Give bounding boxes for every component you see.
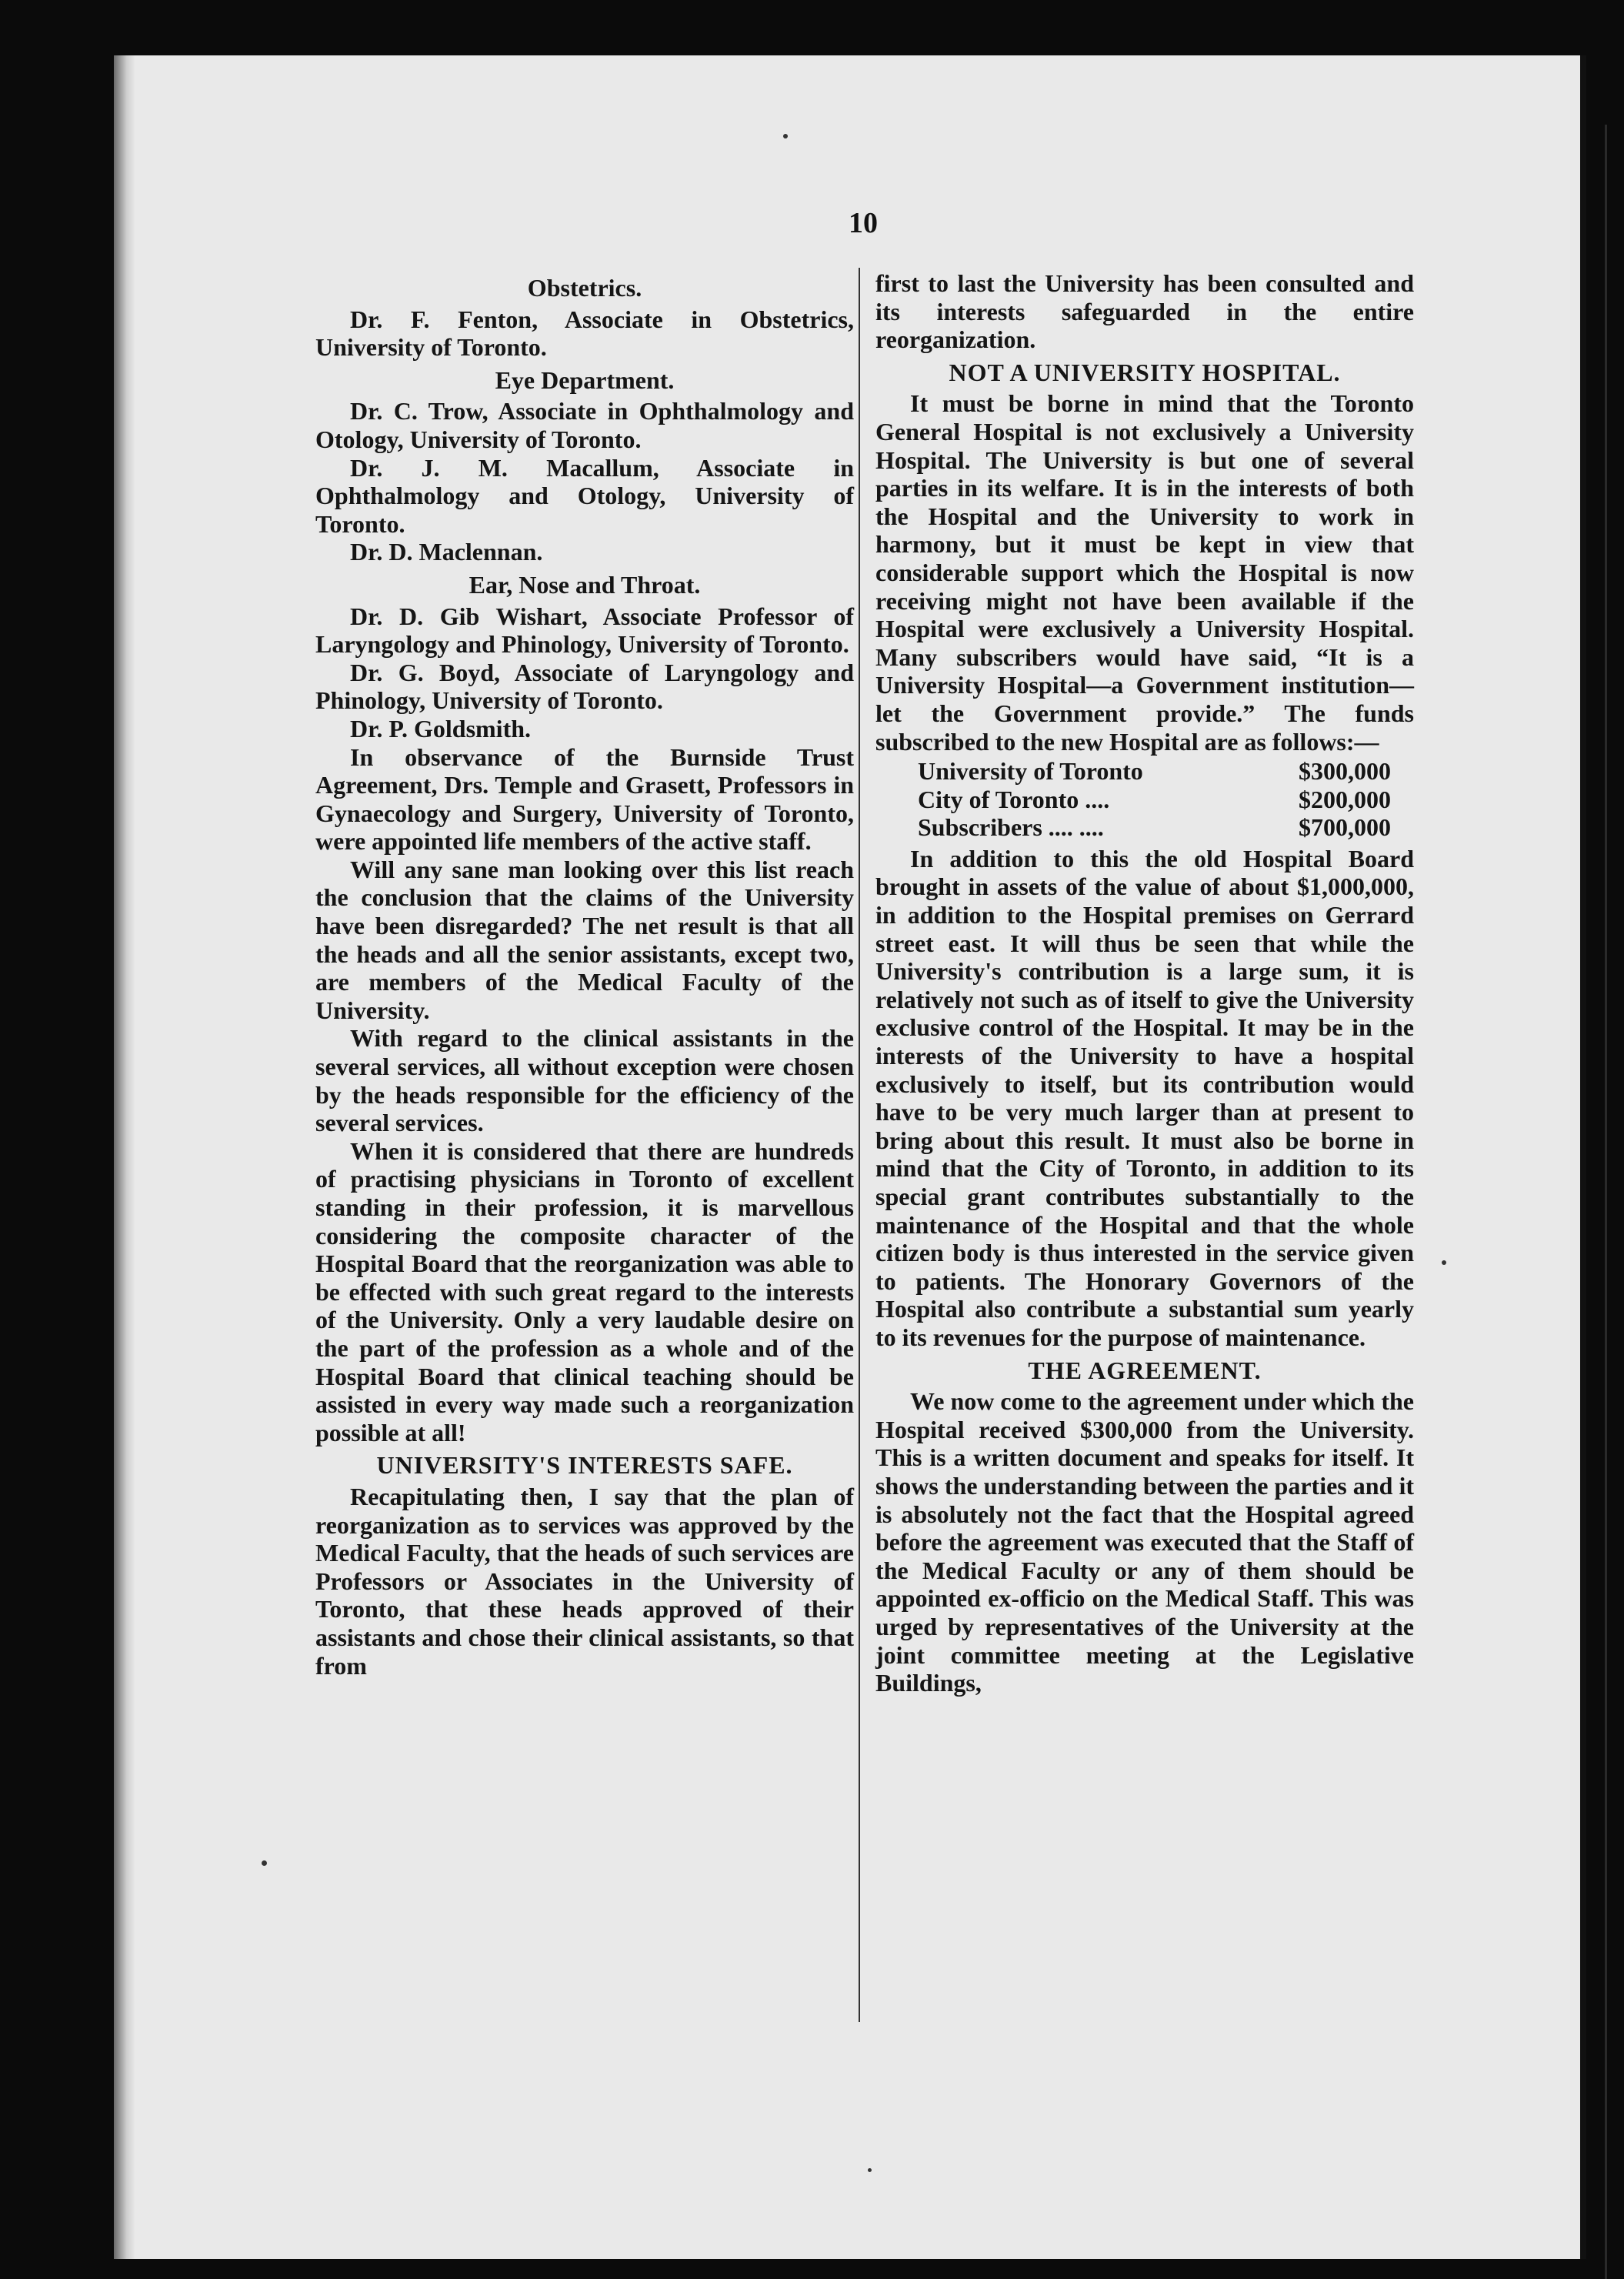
- paragraph: In addition to this the old Hospital Board brought in assets of the value of about $1,000,000, in addition to the Hospital premises on Gerrard street east. It will thus be seen that while the University's contribution is a large sum, it is relatively not such as of itself to give the University exclusive control of the Hospital. It may be in the interests of the University to have a hospital exclusively to itself, but its contribution would have to be very much larger than at present to bring about this result. It must also be borne in mind that the City of Toronto, in addition to its special grant contributes substantially to the maintenance of the Hospital and that the whole citizen body is thus interested in the service given to patients. The Honorary Governors of the Hospital also contribute a substantial sum yearly to its revenues for the purpose of maintenance.: [875, 844, 1414, 1351]
- heading-the-agreement: THE AGREEMENT.: [1028, 1356, 1262, 1384]
- funds-amount: $700,000: [1299, 813, 1391, 842]
- heading-university-interests-safe: UNIVERSITY'S INTERESTS SAFE.: [376, 1451, 793, 1480]
- paragraph: Recapitulating then, I say that the plan of reorganization as to services was approved by the Medical Faculty, that the heads of such services are Professors or Associates in the University of Toronto, that these heads approved of their assistants and chose their clinical assistants, so that from: [315, 1482, 854, 1680]
- page-right-border: [1580, 55, 1586, 2259]
- paragraph: Dr. D. Maclennan.: [350, 538, 543, 566]
- heading-obstetrics: Obstetrics.: [527, 274, 642, 302]
- heading-not-a-university-hospital: NOT A UNIVERSITY HOSPITAL.: [949, 358, 1341, 386]
- paragraph: It must be borne in mind that the Toronto General Hospital is not exclusively a University Hospital. The University is but one of several parties in its welfare. It is in the interests of both the Hospital and the University to work in harmony, but it must be kept in view that considerable support which the Hospital is now receiving might not have been available if the Hospital were exclusively a University Hospital. Many subscribers would have said, “It is a University Hospital—a Government institution—let the Government provide.” The funds subscribed to the new Hospital are as follows:—: [875, 389, 1414, 756]
- scan-speck: [262, 1860, 267, 1866]
- right-column: [875, 269, 1414, 1697]
- funds-table: [875, 757, 1414, 842]
- funds-label: University of Toronto: [918, 757, 1143, 786]
- paragraph: Dr. C. Trow, Associate in Ophthalmology and Otology, University of Toronto.: [315, 397, 854, 453]
- funds-amount: $200,000: [1299, 785, 1391, 813]
- heading-ear-nose-throat: Ear, Nose and Throat.: [469, 570, 701, 599]
- funds-amount: $300,000: [1299, 757, 1391, 786]
- paragraph: We now come to the agreement under which the Hospital received $300,000 from the University. This is a written document and speaks for itself. It shows the understanding between the parties and it is absolutely not the fact that the Hospital agreed before the agreement was executed that the Staff of the Medical Faculty or any of them should be appointed ex-officio on the Medical Staff. This was urged by representatives of the University at the joint committee meeting at the Legislative Buildings,: [875, 1387, 1414, 1697]
- paragraph: Dr. D. Gib Wishart, Associate Professor of Laryngology and Phinology, University of Toronto.: [315, 602, 854, 659]
- scan-speck: [783, 134, 788, 138]
- paragraph: With regard to the clinical assistants in the several services, all without exception were chosen by the heads responsible for the efficiency of the several services.: [315, 1024, 854, 1137]
- funds-label: Subscribers .... ....: [918, 813, 1104, 842]
- paragraph: In observance of the Burnside Trust Agreement, Drs. Temple and Grasett, Professors in Gynaecology and Surgery, University of Toronto, were appointed life members of the active staff.: [315, 742, 854, 856]
- funds-row: [875, 786, 1414, 814]
- paragraph: Dr. P. Goldsmith.: [350, 714, 532, 742]
- paragraph: When it is considered that there are hundreds of practising physicians in Toronto of excellent standing in their profession, it is marvellous considering the composite character of the Hospital Board that the reorganization was able to be effected with such great regard to the interests of the University. Only a very laudable desire on the part of the profession as a whole and of the Hospital Board that clinical teaching should be assisted in every way made such a reorganization possible at all!: [315, 1136, 854, 1446]
- paragraph: Dr. G. Boyd, Associate of Laryngology and Phinology, University of Toronto.: [315, 658, 854, 715]
- paragraph-continued: first to last the University has been consulted and its interests safeguarded in the entire reorganization.: [875, 269, 1414, 354]
- paragraph: Dr. J. M. Macallum, Associate in Ophthalmology and Otology, University of Toronto.: [315, 453, 854, 538]
- page-number: 10: [849, 207, 878, 239]
- scan-speck: [1442, 1260, 1446, 1265]
- paragraph: Dr. F. Fenton, Associate in Obstetrics, University of Toronto.: [315, 305, 854, 362]
- page-fold-line: [1605, 125, 1607, 2279]
- scan-speck: [868, 2168, 872, 2172]
- funds-row: [875, 813, 1414, 842]
- funds-row: [875, 757, 1414, 786]
- page-edge-shadow: [114, 55, 135, 2259]
- paragraph: Will any sane man looking over this list reach the conclusion that the claims of the University have been disregarded? The net result is that all the heads and all the senior assistants, except two, are members of the Medical Faculty of the University.: [315, 855, 854, 1024]
- heading-eye-department: Eye Department.: [495, 365, 675, 394]
- column-divider: [859, 268, 860, 2022]
- funds-label: City of Toronto ....: [918, 785, 1110, 813]
- left-column: [315, 269, 854, 1680]
